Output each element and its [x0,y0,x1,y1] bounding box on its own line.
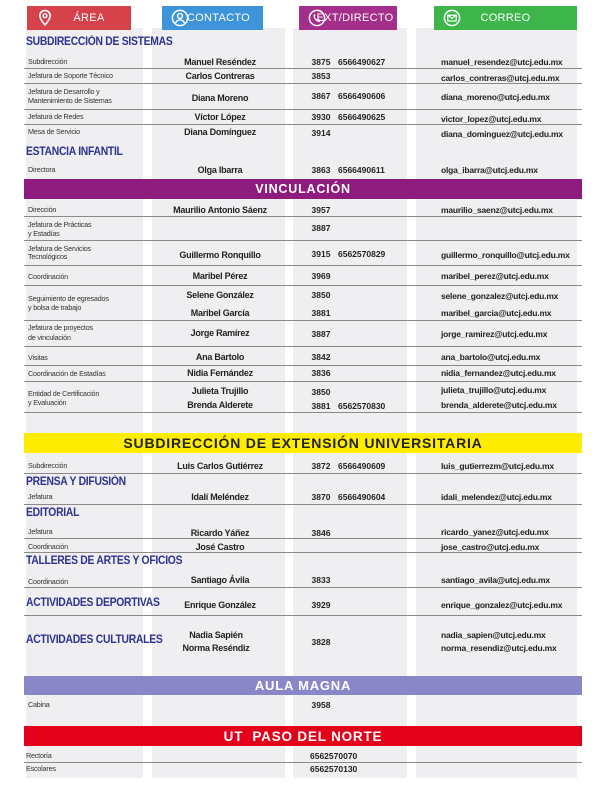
user-icon [171,9,189,27]
table-row: Mesa de Servicio Diana Domínguez 3914 diana_dominguez@utcj.edu.mx [28,127,563,139]
section-band-extension: SUBDIRECCIÓN DE EXTENSIÓN UNIVERSITARIA [24,433,582,453]
section-title-estancia: ESTANCIA INFANTIL [26,146,123,158]
table-row: Escolares 6562570130 [26,764,358,774]
header-ext-label: EXT/DIRECTO [316,12,394,24]
header-contacto-label: CONTACTO [186,12,251,24]
section-title-editorial: EDITORIAL [26,507,80,519]
table-row: Jefatura de Redes Víctor López 3930 6566490625 victor_lopez@utcj.edu.mx [24,110,582,125]
table-row: Coordinación Maribel Pérez 3969 maribel_perez@utcj.edu.mx [24,266,582,286]
section-title-talleres: TALLERES DE ARTES Y OFICIOS [26,555,183,567]
header-area [27,6,131,30]
table-row: Jefatura de proyectos de vinculación Jorge Ramírez 3887 jorge_ramirez@utcj.edu.mx [24,321,582,347]
table-row: Entidad de Certificación y Evaluación Julieta Trujillo Brenda Alderete 3850 3881 6562570830 julieta_trujillo@utcj.edu.mx brenda_alderete@utcj.edu.mx [24,382,582,413]
table-row: Coordinación José Castro jose_castro@utcj.edu.mx [24,539,582,553]
table-row: ACTIVIDADES DEPORTIVAS Enrique González 3929 enrique_gonzalez@utcj.edu.mx [24,588,582,616]
table-row: Jefatura de Servicios Tecnológicos Guillermo Ronquillo 3915 6562570829 guillermo_ronquillo@utcj.edu.mx [24,241,582,266]
location-pin-icon [36,9,54,27]
section-band-vinculacion: VINCULACIÓN [24,179,582,199]
table-row: Jefatura de Prácticas y Estadías 3887 [24,217,582,241]
header-correo [434,6,577,30]
header-area-label: ÁREA [73,12,105,24]
section-band-ut-paso-del-norte: UT PASO DEL NORTE [24,726,582,746]
table-row: Coordinación de Estadías Nidia Fernández 3836 nidia_fernandez@utcj.edu.mx [24,366,582,382]
table-row: Directora Olga Ibarra 3863 6566490611 olga_ibarra@utcj.edu.mx [28,165,538,175]
section-band-aula-magna: AULA MAGNA [24,676,582,695]
section-title-culturales: ACTIVIDADES CULTURALES [26,634,163,646]
table-row: Subdirección Luis Carlos Gutiérrez 3872 6566490609 luis_gutierrezm@utcj.edu.mx [24,456,582,474]
table-row: Jefatura de Soporte Técnico Carlos Contreras 3853 carlos_contreras@utcj.edu.mx [24,69,582,84]
table-row: Subdirección Manuel Reséndez 3875 6566490627 manuel_resendez@utcj.edu.mx [24,55,582,69]
table-row: Jefatura Ricardo Yáñez 3846 ricardo_yanez@utcj.edu.mx [24,522,582,539]
header-contacto [162,6,263,30]
table-row: Seguimiento de egresados y bolsa de trabajo Selene González Maribel García 3850 3881 selene_gonzalez@utcj.edu.mx maribel_garcia@utcj.edu.mx [24,286,582,321]
table-row: Jefatura de Desarrollo y Mantenimiento de Sistemas Diana Moreno 3867 6566490606 diana_moreno@utcj.edu.mx [24,84,582,110]
table-row: Dirección Maurilio Antonio Sáenz 3957 maurilio_saenz@utcj.edu.mx [24,201,582,217]
table-row: Coordinación Santiago Ávila 3833 santiago_avila@utcj.edu.mx [24,570,582,588]
section-title-prensa: PRENSA Y DIFUSIÓN [26,476,126,488]
table-row: Jefatura Idalí Meléndez 3870 6566490604 idali_melendez@utcj.edu.mx [24,489,582,505]
header-ext [299,6,397,30]
envelope-icon [443,9,461,27]
table-row: Visitas Ana Bartolo 3842 ana_bartolo@utcj.edu.mx [24,347,582,366]
table-row: Cabina 3958 [28,700,331,710]
section-title-sistemas: SUBDIRECCIÓN DE SISTEMAS [26,36,173,48]
phone-icon [308,9,326,27]
table-row: ACTIVIDADES CULTURALES Nadia Sapién Norma Reséndiz 3828 nadia_sapien@utcj.edu.mx norma_resendiz@utcj.edu.mx [26,630,557,653]
table-row: Rectoría 6562570070 [24,749,582,763]
section-title-deportivas: ACTIVIDADES DEPORTIVAS [26,597,160,609]
header-correo-label: CORREO [480,12,531,24]
